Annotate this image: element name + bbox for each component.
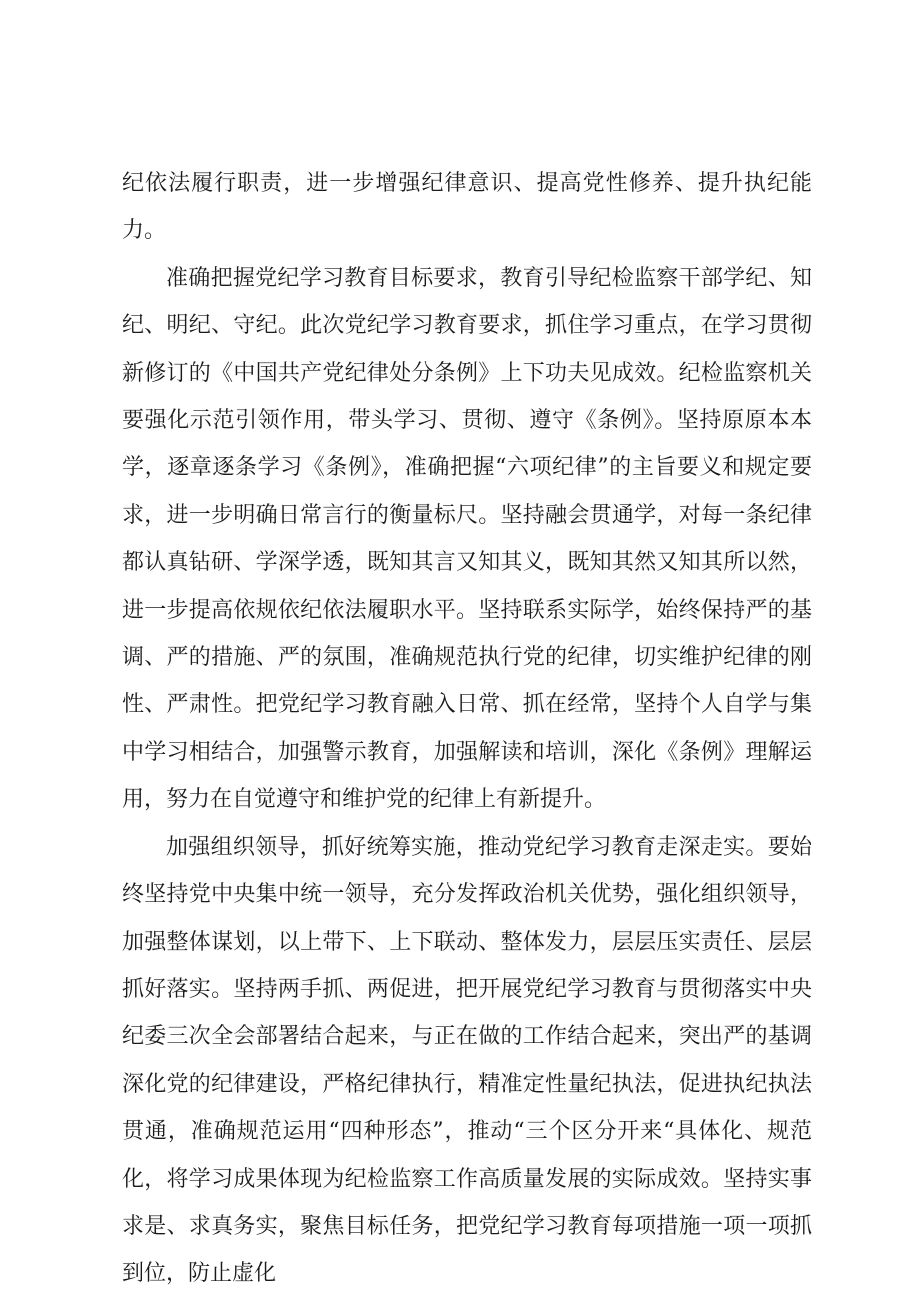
paragraph-organization-leadership: 加强组织领导，抓好统筹实施，推动党纪学习教育走深走实。要始终坚持党中央集中统一领导，充分发挥政治机关优势，强化组织领导，加强整体谋划，以上带下、上下联动、整体发力，层层压实责任、层层抓好落实。坚持两手抓、两促进，把开展党纪学习教育与贯彻落实中央纪委三次全会部署结合起来，与正在做的工作结合起来，突出严的基调深化党的纪律建设，严格纪律执行，精准定性量纪执法，促进执纪执法贯通，准确规范运用“四种形态”，推动“三个区分开来“具体化、规范化，将学习成果体现为纪检监察工作高质量发展的实际成效。坚持实事求是、求真务实，聚焦目标任务，把党纪学习教育每项措施一项一项抓到位，防止虚化 bbox=[122, 834, 812, 1287]
paragraph-continuation: 纪依法履行职责，进一步增强纪律意识、提高党性修养、提升执纪能力。 bbox=[122, 171, 812, 244]
document-body bbox=[122, 160, 812, 1298]
paragraph-study-goals: 准确把握党纪学习教育目标要求，教育引导纪检监察干部学纪、知纪、明纪、守纪。此次党纪学习教育要求，抓住学习重点，在学习贯彻新修订的《中国共产党纪律处分条例》上下功夫见成效。纪检监察机关要强化示范引领作用，带头学习、贯彻、遵守《条例》。坚持原原本本学，逐章逐条学习《条例》，准确把握“六项纪律”的主旨要义和规定要求，进一步明确日常言行的衡量标尺。坚持融会贯通学，对每一条纪律都认真钻研、学深学透，既知其言又知其义，既知其然又知其所以然，进一步提高依规依纪依法履职水平。坚持联系实际学，始终保持严的基调、严的措施、严的氛围，准确规范执行党的纪律，切实维护纪律的刚性、严肃性。把党纪学习教育融入日常、抓在经常，坚持个人自学与集中学习相结合，加强警示教育，加强解读和培训，深化《条例》理解运用，努力在自觉遵守和维护党的纪律上有新提升。 bbox=[122, 265, 812, 813]
